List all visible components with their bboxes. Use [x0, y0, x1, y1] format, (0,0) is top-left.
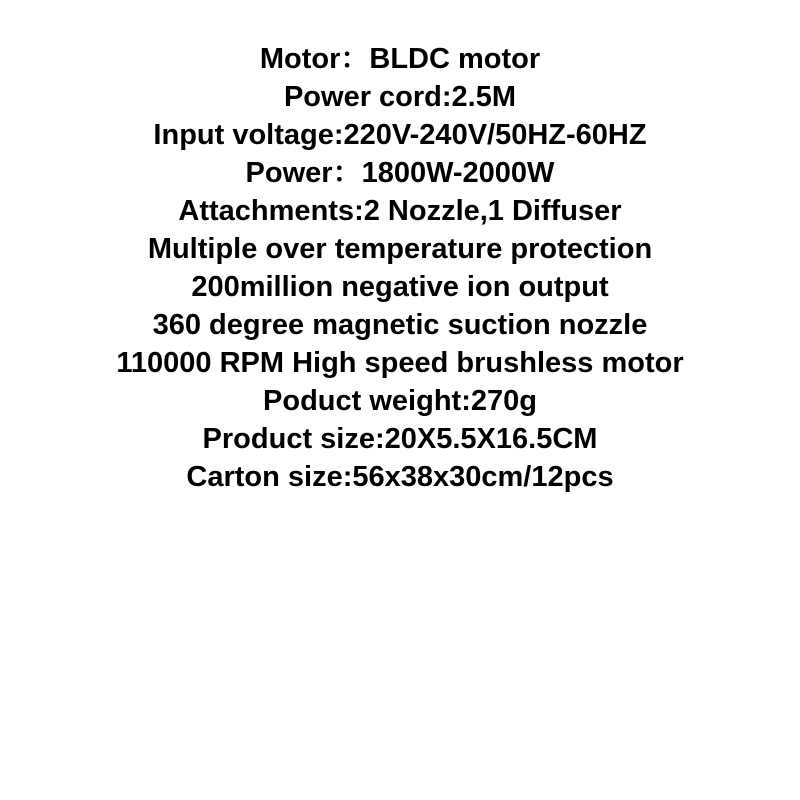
spec-line-negative-ion-output: 200million negative ion output	[191, 271, 609, 303]
spec-line-power-cord: Power cord:2.5M	[283, 81, 517, 113]
spec-line-product-size: Product size:20X5.5X16.5CM	[202, 423, 598, 455]
spec-line-brushless-motor-rpm: 110000 RPM High speed brushless motor	[116, 347, 684, 379]
spec-line-temperature-protection: Multiple over temperature protection	[147, 233, 653, 265]
spec-line-power: Power：1800W-2000W	[245, 157, 555, 189]
spec-line-input-voltage: Input voltage:220V-240V/50HZ-60HZ	[153, 119, 647, 151]
spec-line-product-weight: Poduct weight:270g	[263, 385, 537, 417]
spec-line-carton-size: Carton size:56x38x30cm/12pcs	[186, 461, 614, 493]
spec-line-motor: Motor：BLDC motor	[259, 43, 541, 75]
spec-line-attachments: Attachments:2 Nozzle,1 Diffuser	[178, 195, 622, 227]
spec-line-magnetic-suction-nozzle: 360 degree magnetic suction nozzle	[152, 309, 648, 341]
